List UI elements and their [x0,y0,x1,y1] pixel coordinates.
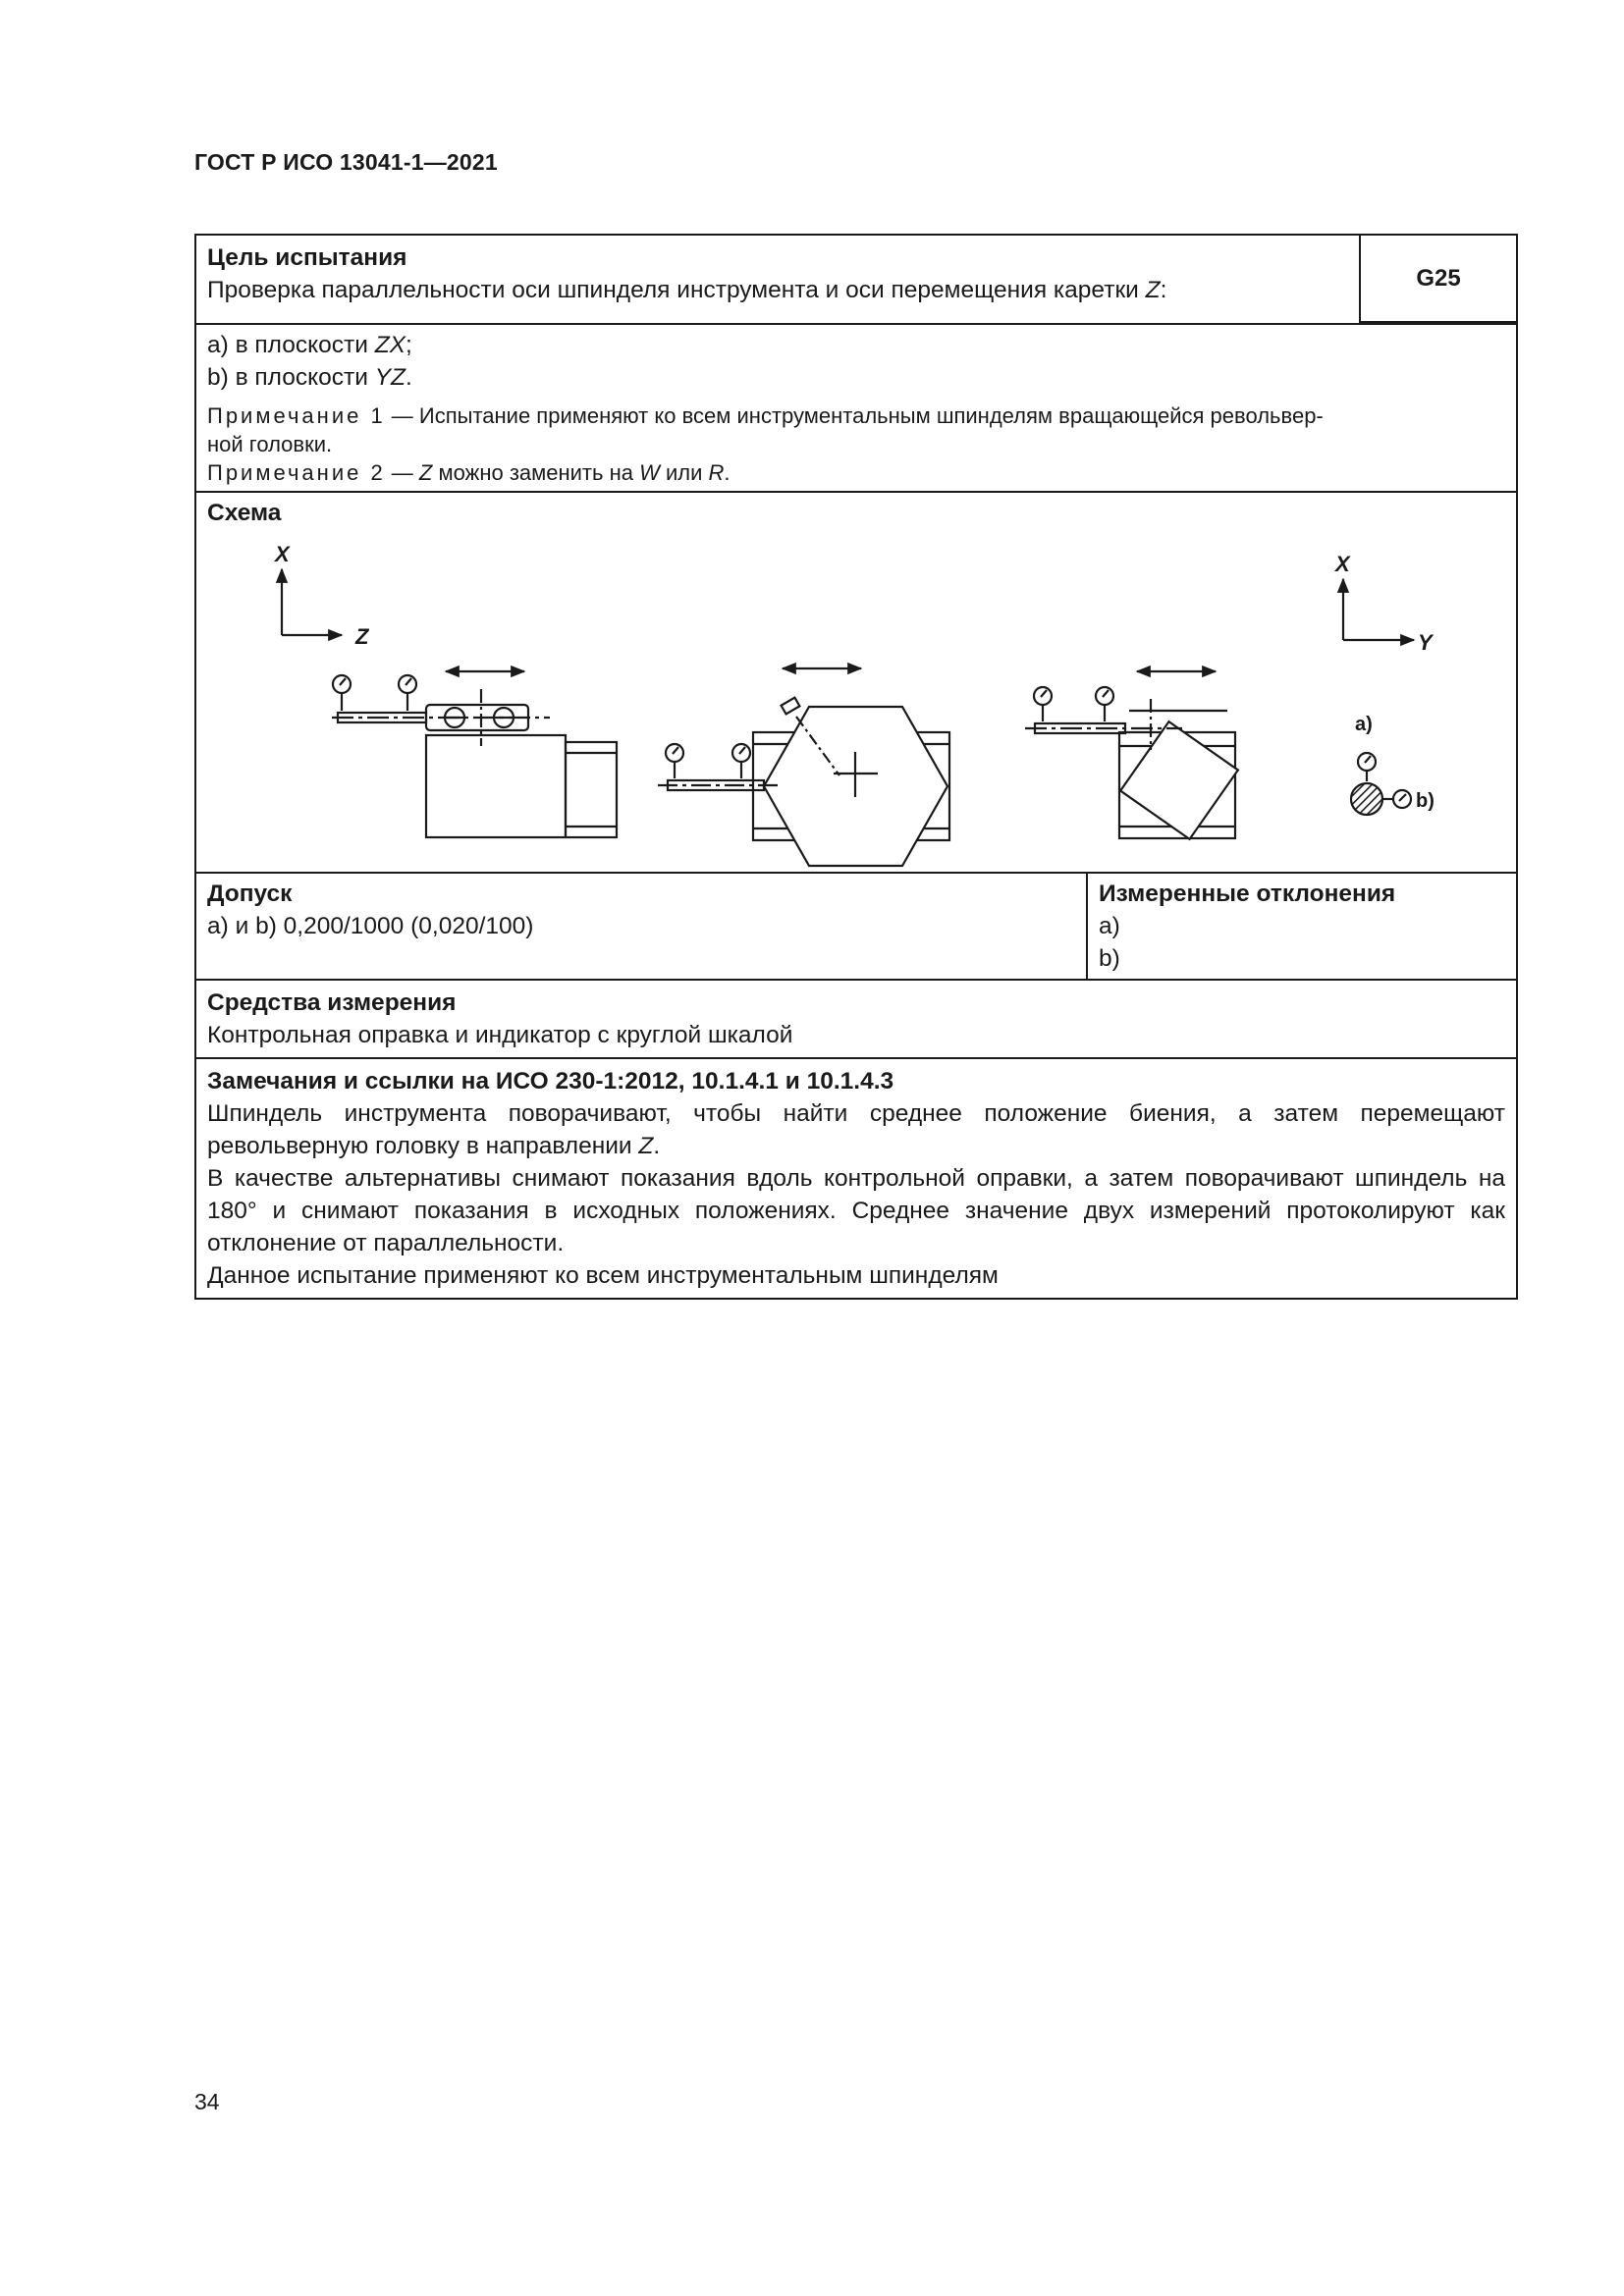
scheme-heading: Схема [207,500,282,526]
legend-label-b: b) [1416,790,1435,812]
item-b-var: YZ [374,364,406,391]
instruments-row [196,981,1516,1059]
note-1-text: — Испытание применяют ко всем инструментальным шпинделям вращающейся револьвер- [385,403,1324,428]
purpose-details-row [196,325,1516,493]
scheme-diagram [196,493,1516,872]
note-1-label: Примечание 1 [207,403,386,428]
axis-label-y-right: Y [1418,630,1433,655]
item-a-end: ; [406,332,412,358]
note-2-label: Примечание 2 [207,460,386,485]
page-number: 34 [194,2089,220,2114]
test-sheet-table [194,234,1518,1300]
instruments-heading: Средства измерения [207,989,457,1016]
deviations-cell [1086,874,1516,979]
purpose-heading: Цель испытания [207,244,407,271]
remarks-p1-end: . [653,1133,661,1159]
item-b-end: . [406,364,412,391]
axis-label-x-left: X [275,542,290,566]
remarks-p1-var: Z [638,1133,654,1159]
remarks-heading: Замечания и ссылки на ИСО 230-1:2012, 10.1.4.1 и 10.1.4.3 [207,1068,894,1095]
setup-2-hexagon-turret [658,668,949,866]
test-code: G25 [1359,236,1516,323]
mandrel-section-icon [1351,783,1382,815]
axis-label-z-left: Z [355,624,369,649]
axis-label-x-right: X [1335,552,1350,576]
remarks-paragraph-1 [207,1097,1505,1162]
tolerance-cell [196,874,1086,979]
note-1-continuation: ной головки. [207,432,333,456]
setup-1-turret-side [332,671,617,837]
note-2-var-r: R [708,460,725,485]
axes-xz-left [273,542,370,649]
purpose-item-a [207,329,1505,361]
item-a-var: ZX [374,332,406,358]
note-2-or: или [659,460,709,485]
remarks-paragraph-2: В качестве альтернативы снимают показания вдоль контрольной оправки, а затем поворачивают шпиндель на 180° и снимают показания в исходных положениях. Среднее значение двух измерений протоколируют как отклонение от параллельности. [207,1165,1505,1256]
note-2 [207,458,1505,487]
purpose-item-b [207,361,1505,394]
note-1 [207,401,1505,430]
note-2-dash: — [385,460,419,485]
note-2-end: . [724,460,731,485]
note-2-var-w: W [639,460,660,485]
note-2-var-z: Z [418,460,433,485]
purpose-cell [196,236,1359,323]
document-header: ГОСТ Р ИСО 13041-1—2021 [194,149,498,175]
tolerance-value: a) и b) 0,200/1000 (0,020/100) [207,913,534,939]
item-a-text: a) в плоскости [207,332,375,358]
remarks-p1-text: Шпиндель инструмента поворачивают, чтобы найти среднее положение биения, а затем перемещают револьверную головку в направлении [207,1100,1505,1159]
remarks-paragraph-3: Данное испытание применяют ко всем инструментальным шпинделям [207,1262,999,1289]
scheme-row [196,493,1516,874]
remarks-row [196,1059,1516,1298]
purpose-text-end: : [1160,277,1167,303]
axes-xy-right [1333,552,1435,655]
cross-section-legend [1351,714,1435,815]
setup-3-square-turret [1025,671,1238,839]
instruments-text: Контрольная оправка и индикатор с круглой шкалой [207,1022,793,1048]
purpose-text-var: Z [1145,277,1161,303]
item-b-text: b) в плоскости [207,364,375,391]
tolerance-row [196,874,1516,981]
deviations-heading: Измеренные отклонения [1099,881,1396,907]
deviation-a: a) [1099,913,1120,939]
legend-label-a: a) [1355,714,1373,735]
tolerance-heading: Допуск [207,881,293,907]
deviation-b: b) [1099,945,1120,972]
purpose-text-main: Проверка параллельности оси шпинделя инструмента и оси перемещения каретки [207,277,1146,303]
note-2-mid: можно заменить на [432,460,640,485]
purpose-text [207,274,1348,306]
purpose-header-row [196,236,1516,325]
